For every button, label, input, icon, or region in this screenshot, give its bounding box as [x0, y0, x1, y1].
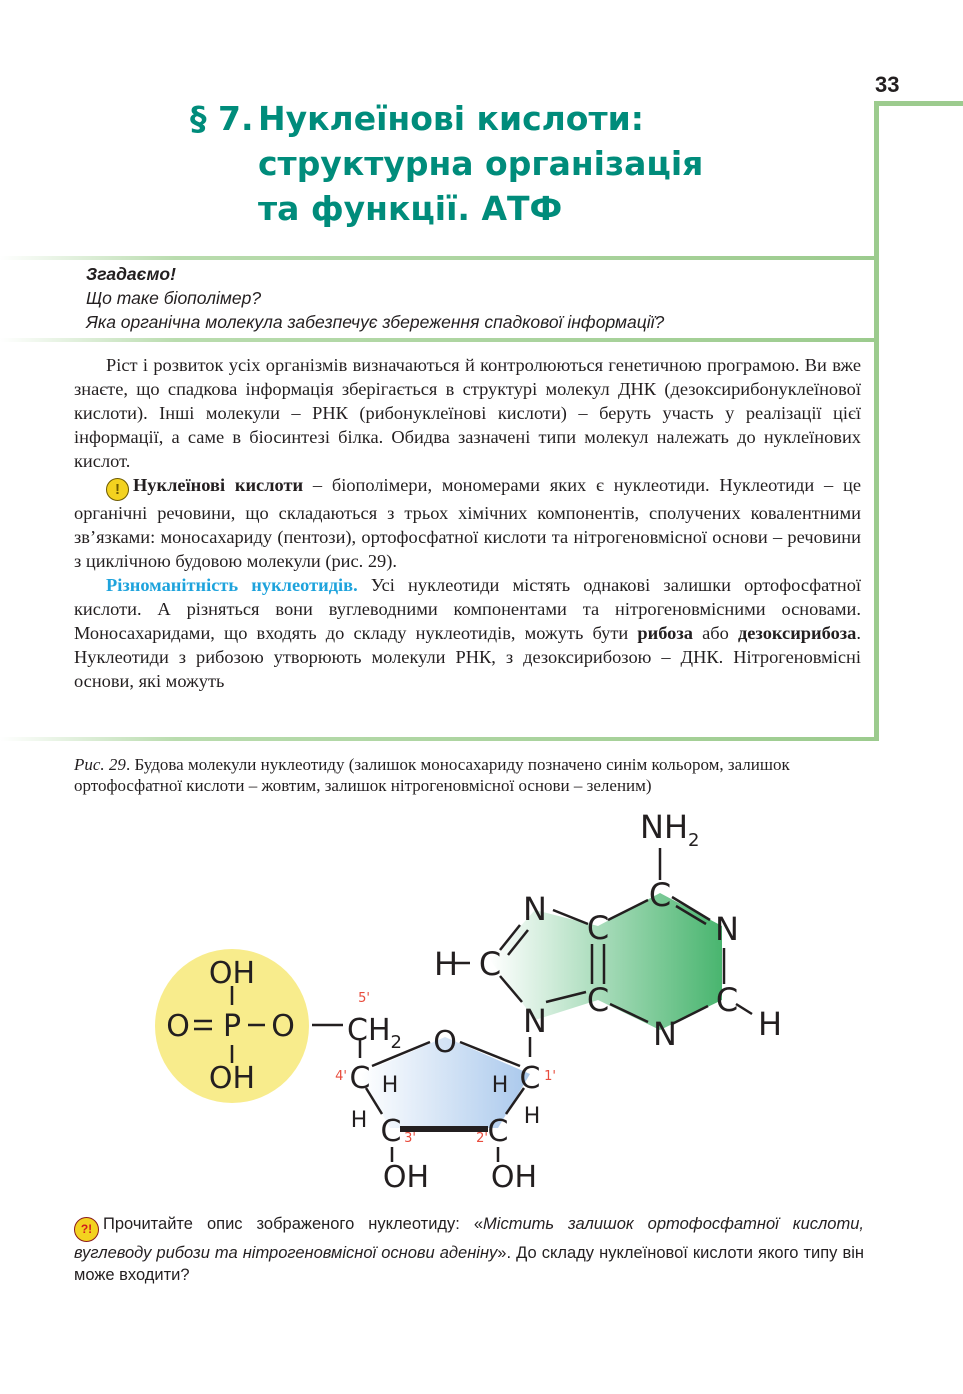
phosphate-oh-bottom: OH [208, 1061, 256, 1096]
sugar-h4: H [381, 1073, 399, 1098]
sugar-c1: C [519, 1061, 541, 1096]
paragraph-3 [74, 573, 861, 693]
phosphate-o-right: O [271, 1009, 295, 1044]
sugar-c2: C [487, 1114, 509, 1149]
phosphate-oh-top: OH [208, 956, 256, 991]
base-h8: H [433, 945, 459, 983]
sugar-number-2: 2' [476, 1131, 488, 1146]
important-icon: ! [106, 478, 129, 501]
sugar-oh-3: OH [382, 1160, 430, 1195]
sugar-h2: H [491, 1073, 509, 1098]
main-text [74, 353, 861, 693]
sugar-number-3: 3' [404, 1131, 416, 1146]
question-block [74, 1213, 864, 1286]
recall-question-1: Що таке біополімер? [86, 288, 262, 308]
sugar-number-4: 4' [335, 1069, 347, 1084]
paragraph-2-text: – біополімери, мономерами яких є нуклеотиди. Нуклеотиди – це органічні речовини, що складаються з трьох хімічних компонентів, сполучених ковалентними зв’язками: моносахариду (пентози), ортофосфатної кислоти та нітрогеновмісної основи – речовини з циклічною будовою молекули (рис. 29). [74, 475, 861, 571]
recall-bottom-rule [0, 338, 879, 342]
sugar-h3: H [350, 1108, 368, 1133]
text-bottom-rule [0, 737, 879, 741]
base-c4: C [586, 981, 610, 1019]
sugar-h1: H [523, 1104, 541, 1129]
sugar-number-5: 5' [358, 991, 370, 1006]
recall-box [86, 262, 664, 334]
caption-text: . Будова молекули нуклеотиду (залишок моносахариду позначено синім кольором, залишок ортофосфатної кислоти – жовтим, залишок нітрогеновмісної основи – зеленим) [74, 755, 790, 795]
base-c6: C [648, 876, 672, 914]
term-ribose: рибоза [637, 623, 693, 643]
sugar-ch: $CH_2$ [347, 1013, 402, 1053]
base-c8: C [478, 945, 502, 983]
base-c2: C [715, 981, 739, 1019]
figure-label: Рис. 29 [74, 755, 126, 774]
term-deoxyribose: дезоксирибоза [737, 623, 857, 643]
sugar-c3: C [380, 1114, 402, 1149]
recall-question-2: Яка органічна молекула забезпечує збереження спадкової інформації? [86, 312, 665, 332]
title-line-2: структурна організація [258, 144, 704, 183]
base-n9: N [523, 1002, 547, 1040]
base-h2: H [757, 1005, 783, 1043]
question-tail: ». До складу нуклеїнової кислоти якого типу він може входити? [74, 1244, 865, 1284]
phosphate-p: P [222, 1009, 242, 1044]
paragraph-2 [74, 473, 861, 573]
frame-side-rule [874, 101, 879, 741]
base-n7: N [523, 890, 547, 928]
subheading-nucleotide-diversity: Різноманітність нуклеотидів. [106, 575, 358, 595]
term-nucleic-acids: Нуклеїнові кислоти [133, 475, 304, 495]
sugar-ring-oxygen: O [433, 1025, 457, 1060]
paragraph-1: Ріст і розвиток усіх організмів визначаються й контролюються генетичною програмою. Ви вже знаєте, що спадкова інформація зберігається в структурі молекул ДНК (дезоксирибонуклеїнової кислоти). Інші молекули – РНК (рибонуклеїнові кислоти) – беруть участь у реалізації цієї інформації, а саме в біосинтезі білка. Обидва зазначені типи молекул належать до нуклеїнових кислот. [74, 355, 861, 471]
base-nh2: $NH_2$ [640, 808, 700, 851]
question-quote: Містить залишок ортофосфатної кислоти, вуглеводу рибози та нітрогеновмісної основи аденіну [74, 1215, 864, 1262]
phosphate-o-left: O [166, 1009, 190, 1044]
nucleotide-structure-figure [150, 800, 790, 1200]
base-n3: N [653, 1015, 677, 1053]
recall-top-rule [0, 256, 879, 260]
nucleotide-diagram [150, 800, 790, 1200]
page-number: 33 [875, 72, 900, 97]
sugar-oh-2: OH [490, 1160, 538, 1195]
section-number: § 7. [190, 99, 254, 138]
base-c5: C [586, 909, 610, 947]
title-line-1: Нуклеїнові кислоти: [258, 99, 644, 138]
figure-caption [74, 754, 864, 796]
question-icon: ?! [74, 1217, 99, 1242]
frame-top-rule [874, 101, 963, 106]
question-lead: Прочитайте опис зображеного нуклеотиду: « [103, 1215, 484, 1233]
base-n1: N [715, 910, 739, 948]
recall-heading: Згадаємо! [86, 264, 176, 284]
paragraph-3-text-b: або [692, 623, 738, 643]
sugar-c4: C [349, 1061, 371, 1096]
title-line-3: та функції. АТФ [258, 189, 563, 228]
sugar-number-1: 1' [544, 1069, 556, 1084]
paragraph-3-text-c: . Нуклеотиди з рибозою утворюють молекули РНК, з дезоксирибозою – ДНК. Нітрогеновмісні основи, які можуть [74, 623, 861, 691]
paragraph-3-text-a: Усі нуклеотиди містять однакові залишки ортофосфатної кислоти. А різняться вони вуглеводними компонентами та нітрогеновмісними основами. Моносахаридами, що входять до складу нуклеотидів, можуть бути [74, 575, 861, 643]
